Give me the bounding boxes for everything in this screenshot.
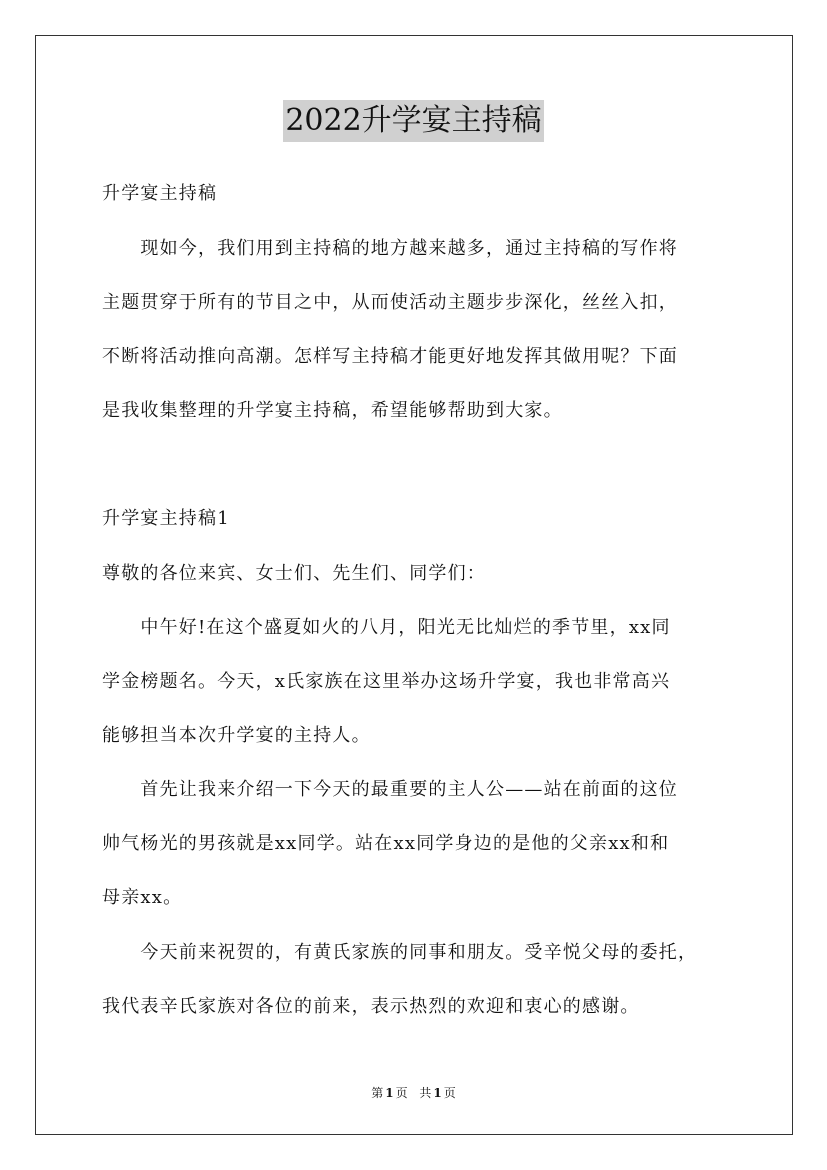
paragraph-line: 现如今，我们用到主持稿的地方越来越多，通过主持稿的写作将 — [102, 238, 678, 259]
paragraph-line: 我代表辛氏家族对各位的前来，表示热烈的欢迎和衷心的感谢。 — [102, 996, 640, 1017]
paragraph-line: 学金榜题名。今天，x氏家族在这里举办这场升学宴，我也非常高兴 — [102, 671, 671, 692]
salutation-line: 尊敬的各位来宾、女士们、先生们、同学们： — [102, 563, 486, 584]
page-total — [417, 1086, 457, 1100]
paragraph-line: 中午好!在这个盛夏如火的八月，阳光无比灿烂的季节里，xx同 — [102, 617, 671, 638]
paragraph-line: 主题贯穿于所有的节目之中，从而使活动主题步步深化，丝丝入扣， — [102, 292, 678, 313]
total-label-suffix: 页 — [443, 1086, 456, 1100]
paragraph-line: 不断将活动推向高潮。怎样写主持稿才能更好地发挥其做用呢？下面 — [102, 346, 678, 367]
current-page: 1 — [385, 1086, 394, 1100]
page-label-prefix: 第 — [371, 1086, 384, 1100]
total-label-prefix: 共 — [419, 1086, 432, 1100]
title-container — [0, 100, 827, 142]
section-heading: 升学宴主持稿 — [102, 183, 218, 204]
total-pages: 1 — [433, 1086, 442, 1100]
paragraph-line: 是我收集整理的升学宴主持稿，希望能够帮助到大家。 — [102, 400, 563, 421]
paragraph-line: 帅气杨光的男孩就是xx同学。站在xx同学身边的是他的父亲xx和和 — [102, 833, 670, 854]
page-number — [369, 1086, 409, 1100]
paragraph-line: 母亲xx。 — [102, 887, 183, 908]
page-footer — [0, 1085, 827, 1101]
paragraph-line: 能够担当本次升学宴的主持人。 — [102, 725, 371, 746]
document-title: 2022升学宴主持稿 — [283, 100, 543, 142]
paragraph-line: 今天前来祝贺的，有黄氏家族的同事和朋友。受辛悦父母的委托， — [102, 942, 698, 963]
paragraph-line: 首先让我来介绍一下今天的最重要的主人公——站在前面的这位 — [102, 779, 678, 800]
section-heading: 升学宴主持稿1 — [102, 508, 230, 529]
page-label-suffix: 页 — [395, 1086, 408, 1100]
